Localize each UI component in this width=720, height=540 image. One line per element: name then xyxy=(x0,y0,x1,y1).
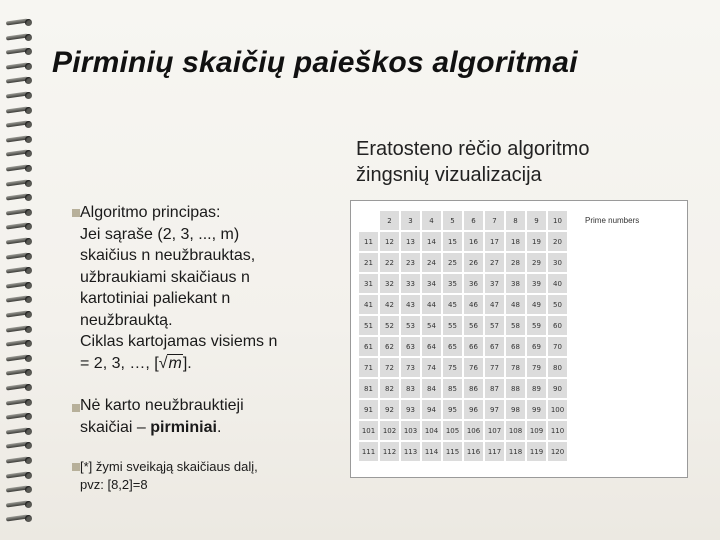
square-root-formula: √m xyxy=(158,354,182,372)
number-cell: 114 xyxy=(422,442,441,461)
number-cell: 78 xyxy=(506,358,525,377)
number-cell: 31 xyxy=(359,274,378,293)
number-grid xyxy=(359,211,567,461)
binding-ring xyxy=(6,179,32,188)
principle-line: skaičius n neužbrauktas, xyxy=(80,247,256,264)
number-cell: 27 xyxy=(485,253,504,272)
number-cell: 104 xyxy=(422,421,441,440)
number-cell: 117 xyxy=(485,442,504,461)
number-cell: 108 xyxy=(506,421,525,440)
binding-ring xyxy=(6,164,32,173)
number-cell: 8 xyxy=(506,211,525,230)
number-cell: 112 xyxy=(380,442,399,461)
number-cell: 95 xyxy=(443,400,462,419)
primes-conclusion: Nė karto neužbrauktieji skaičiai – pirminiai. xyxy=(80,397,244,436)
number-cell: 85 xyxy=(443,379,462,398)
number-cell: 89 xyxy=(527,379,546,398)
number-cell: 20 xyxy=(548,232,567,251)
number-cell: 75 xyxy=(443,358,462,377)
binding-ring xyxy=(6,456,32,465)
binding-ring xyxy=(6,237,32,246)
binding-ring xyxy=(6,383,32,392)
number-cell: 91 xyxy=(359,400,378,419)
number-cell: 22 xyxy=(380,253,399,272)
binding-ring xyxy=(6,325,32,334)
number-cell: 60 xyxy=(548,316,567,335)
number-cell: 28 xyxy=(506,253,525,272)
number-cell: 96 xyxy=(464,400,483,419)
number-cell: 73 xyxy=(401,358,420,377)
slide-title: Pirminių skaičių paieškos algoritmai xyxy=(52,46,578,79)
number-cell: 87 xyxy=(485,379,504,398)
binding-ring xyxy=(6,193,32,202)
number-cell: 90 xyxy=(548,379,567,398)
number-cell: 9 xyxy=(527,211,546,230)
binding-ring xyxy=(6,471,32,480)
number-cell: 5 xyxy=(443,211,462,230)
number-cell: 64 xyxy=(422,337,441,356)
number-cell: 18 xyxy=(506,232,525,251)
binding-ring xyxy=(6,398,32,407)
number-cell: 103 xyxy=(401,421,420,440)
number-cell: 62 xyxy=(380,337,399,356)
number-cell: 19 xyxy=(527,232,546,251)
binding-ring xyxy=(6,120,32,129)
number-cell: 44 xyxy=(422,295,441,314)
number-cell: 58 xyxy=(506,316,525,335)
binding-ring xyxy=(6,339,32,348)
binding-ring xyxy=(6,295,32,304)
number-cell: 15 xyxy=(443,232,462,251)
number-cell: 23 xyxy=(401,253,420,272)
number-cell: 102 xyxy=(380,421,399,440)
binding-ring xyxy=(6,500,32,509)
number-cell: 92 xyxy=(380,400,399,419)
binding-ring xyxy=(6,208,32,217)
number-cell: 13 xyxy=(401,232,420,251)
number-cell: 43 xyxy=(401,295,420,314)
number-cell: 10 xyxy=(548,211,567,230)
number-cell: 80 xyxy=(548,358,567,377)
binding-ring xyxy=(6,149,32,158)
binding-ring xyxy=(6,427,32,436)
algorithm-principle xyxy=(62,202,332,374)
number-cell: 33 xyxy=(401,274,420,293)
subtitle-line-2: žingsnių vizualizacija xyxy=(356,164,542,186)
binding-ring xyxy=(6,62,32,71)
number-cell: 26 xyxy=(464,253,483,272)
number-cell: 116 xyxy=(464,442,483,461)
number-cell: 35 xyxy=(443,274,462,293)
number-cell: 72 xyxy=(380,358,399,377)
number-cell: 63 xyxy=(401,337,420,356)
number-cell: 119 xyxy=(527,442,546,461)
number-cell: 25 xyxy=(443,253,462,272)
number-cell: 76 xyxy=(464,358,483,377)
number-cell: 40 xyxy=(548,274,567,293)
number-cell: 16 xyxy=(464,232,483,251)
number-cell: 55 xyxy=(443,316,462,335)
binding-ring xyxy=(6,47,32,56)
number-cell: 17 xyxy=(485,232,504,251)
number-cell: 109 xyxy=(527,421,546,440)
number-cell: 113 xyxy=(401,442,420,461)
subtitle xyxy=(356,136,589,188)
number-cell: 115 xyxy=(443,442,462,461)
number-cell: 82 xyxy=(380,379,399,398)
principle-line: Ciklas kartojamas visiems n xyxy=(80,333,278,350)
number-cell: 14 xyxy=(422,232,441,251)
number-cell: 74 xyxy=(422,358,441,377)
number-cell: 6 xyxy=(464,211,483,230)
number-cell: 118 xyxy=(506,442,525,461)
number-cell: 81 xyxy=(359,379,378,398)
number-cell: 12 xyxy=(380,232,399,251)
number-cell: 105 xyxy=(443,421,462,440)
binding-ring xyxy=(6,33,32,42)
number-cell: 86 xyxy=(464,379,483,398)
number-cell: 46 xyxy=(464,295,483,314)
number-cell: 65 xyxy=(443,337,462,356)
number-cell: 2 xyxy=(380,211,399,230)
binding-ring xyxy=(6,106,32,115)
binding-ring xyxy=(6,354,32,363)
number-cell: 97 xyxy=(485,400,504,419)
number-cell: 88 xyxy=(506,379,525,398)
number-cell: 51 xyxy=(359,316,378,335)
binding-ring xyxy=(6,266,32,275)
number-cell: 110 xyxy=(548,421,567,440)
binding-ring xyxy=(6,485,32,494)
number-cell: 54 xyxy=(422,316,441,335)
number-cell: 39 xyxy=(527,274,546,293)
number-cell: 50 xyxy=(548,295,567,314)
legend-label: Prime numbers xyxy=(585,216,640,225)
number-cell: 111 xyxy=(359,442,378,461)
spiral-binding xyxy=(0,0,40,540)
number-cell: 69 xyxy=(527,337,546,356)
number-cell: 3 xyxy=(401,211,420,230)
number-cell: 24 xyxy=(422,253,441,272)
principle-last-line: = 2, 3, …, [√m]. xyxy=(80,353,332,375)
footnote: [*] žymi sveikąją skaičiaus dalį, pvz: [8,2]=8 xyxy=(80,459,258,492)
binding-ring xyxy=(6,412,32,421)
number-cell: 41 xyxy=(359,295,378,314)
primes-term: pirminiai xyxy=(150,418,217,436)
number-cell: 120 xyxy=(548,442,567,461)
number-cell: 56 xyxy=(464,316,483,335)
number-cell: 99 xyxy=(527,400,546,419)
number-cell: 66 xyxy=(464,337,483,356)
number-cell: 70 xyxy=(548,337,567,356)
number-cell: 84 xyxy=(422,379,441,398)
number-cell: 94 xyxy=(422,400,441,419)
binding-ring xyxy=(6,91,32,100)
sieve-visualization xyxy=(350,200,688,478)
algorithm-description xyxy=(62,202,332,438)
number-cell: 47 xyxy=(485,295,504,314)
binding-ring xyxy=(6,441,32,450)
number-cell: 4 xyxy=(422,211,441,230)
binding-ring xyxy=(6,252,32,261)
number-cell: 48 xyxy=(506,295,525,314)
binding-ring xyxy=(6,135,32,144)
number-cell: 57 xyxy=(485,316,504,335)
number-cell: 107 xyxy=(485,421,504,440)
number-cell: 59 xyxy=(527,316,546,335)
binding-ring xyxy=(6,281,32,290)
number-cell xyxy=(359,211,378,230)
principle-line: neužbrauktą. xyxy=(80,311,173,329)
number-cell: 21 xyxy=(359,253,378,272)
number-cell: 42 xyxy=(380,295,399,314)
subtitle-line-1: Eratosteno rėčio algoritmo xyxy=(356,138,590,160)
number-cell: 98 xyxy=(506,400,525,419)
number-cell: 79 xyxy=(527,358,546,377)
number-cell: 37 xyxy=(485,274,504,293)
principle-line: kartotiniai paliekant n xyxy=(80,290,231,307)
number-cell: 29 xyxy=(527,253,546,272)
binding-ring xyxy=(6,514,32,523)
number-cell: 34 xyxy=(422,274,441,293)
number-cell: 93 xyxy=(401,400,420,419)
number-cell: 106 xyxy=(464,421,483,440)
number-cell: 68 xyxy=(506,337,525,356)
binding-ring xyxy=(6,18,32,27)
number-cell: 83 xyxy=(401,379,420,398)
number-cell: 45 xyxy=(443,295,462,314)
number-cell: 38 xyxy=(506,274,525,293)
number-cell: 52 xyxy=(380,316,399,335)
number-cell: 101 xyxy=(359,421,378,440)
number-cell: 67 xyxy=(485,337,504,356)
binding-ring xyxy=(6,368,32,377)
binding-ring xyxy=(6,310,32,319)
number-cell: 36 xyxy=(464,274,483,293)
principle-line: Algoritmo principas: xyxy=(80,204,221,221)
number-cell: 49 xyxy=(527,295,546,314)
number-cell: 32 xyxy=(380,274,399,293)
binding-ring xyxy=(6,222,32,231)
number-cell: 53 xyxy=(401,316,420,335)
number-cell: 71 xyxy=(359,358,378,377)
number-cell: 11 xyxy=(359,232,378,251)
number-cell: 77 xyxy=(485,358,504,377)
principle-line: Jei sąraše (2, 3, ..., m) xyxy=(80,225,240,243)
number-cell: 7 xyxy=(485,211,504,230)
binding-ring xyxy=(6,76,32,85)
number-cell: 30 xyxy=(548,253,567,272)
principle-line: užbraukiami skaičiaus n xyxy=(80,268,250,286)
number-cell: 61 xyxy=(359,337,378,356)
number-cell: 100 xyxy=(548,400,567,419)
